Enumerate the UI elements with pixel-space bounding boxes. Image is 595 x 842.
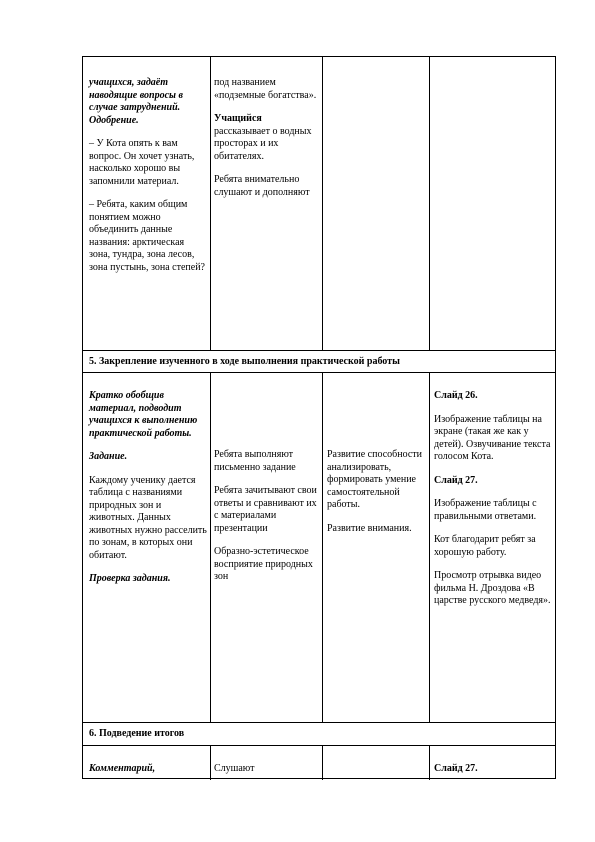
column-divider [210,57,211,351]
check-label: Проверка задания. [89,573,171,584]
teacher-text: Кратко обобщив материал, подводит учащихся к выполнению практической работы. [89,390,198,439]
teacher-text: – Ребята, каким общим понятием можно объединить данные названия: арктическая зона, тундра, зона лесов, зона пустынь, зона степей? [89,199,205,273]
task-label: Задание. [89,451,128,462]
section-header: 5. Закрепление изученного в ходе выполнения практической работы [89,356,400,367]
row3-student-cell: Слушают [214,763,255,774]
column-divider [210,372,211,722]
row1-teacher-cell [89,77,207,285]
section-header: 6. Подведение итогов [89,728,185,739]
student-text: Образно-эстетическое восприятие природных зон [214,546,313,582]
row3-teacher-cell: Комментарий, [89,763,156,774]
slide-text: Изображение таблицы на экране (такая же как у детей). Озвучивание текста голосом Кота. [434,413,551,462]
student-text: Ребята зачитывают свои ответы и сравнивают их с материалами презентации [214,485,317,534]
column-divider [322,57,323,351]
lesson-plan-table [82,56,556,779]
goal-text: Развитие внимания. [327,522,412,534]
teacher-text: Каждому ученику дается таблица с названиями природных зон и животных. Данных животных нужно расселить по зонам, в которых они обитают. [89,474,207,561]
column-divider [429,372,430,722]
row3-slide-cell: Слайд 27. [434,763,478,774]
slide-text: Изображение таблицы с правильными ответами. [434,498,537,522]
student-text: рассказывает о водных просторах и их обитателях. [214,125,312,162]
row-divider [83,372,555,373]
row2-student-cell [214,449,320,595]
row-divider [83,745,555,746]
column-divider [429,745,430,780]
row2-goals-cell [327,449,427,546]
student-text: под названием «подземные богатства». [214,77,317,101]
slide-text: Кот благодарит ребят за хорошую работу. [434,534,536,558]
column-divider [429,57,430,351]
row1-student-cell [214,77,320,210]
slide-label: Слайд 27. [434,474,478,486]
column-divider [322,745,323,780]
column-divider [322,372,323,722]
teacher-text: учащихся, задаёт наводящие вопросы в случае затруднений. Одобрение. [89,77,183,126]
teacher-text: – У Кота опять к вам вопрос. Он хочет узнать, насколько хорошо вы запомнили материал. [89,138,195,187]
row-divider [83,722,555,723]
row-divider [83,350,555,351]
slide-text: Просмотр отрывка видео фильма Н. Дроздова «В царстве русского медведя». [434,570,551,606]
slide-label: Слайд 26. [434,390,478,401]
row2-teacher-cell [89,390,207,597]
column-divider [210,745,211,780]
row2-slides-cell [434,390,552,619]
student-text: Ребята внимательно слушают и дополняют [214,174,310,198]
student-text: Ребята выполняют письменно задание [214,449,296,473]
goal-text: Развитие способности анализировать, формировать умение самостоятельной работы. [327,449,423,510]
student-label: Учащийся [214,113,262,124]
